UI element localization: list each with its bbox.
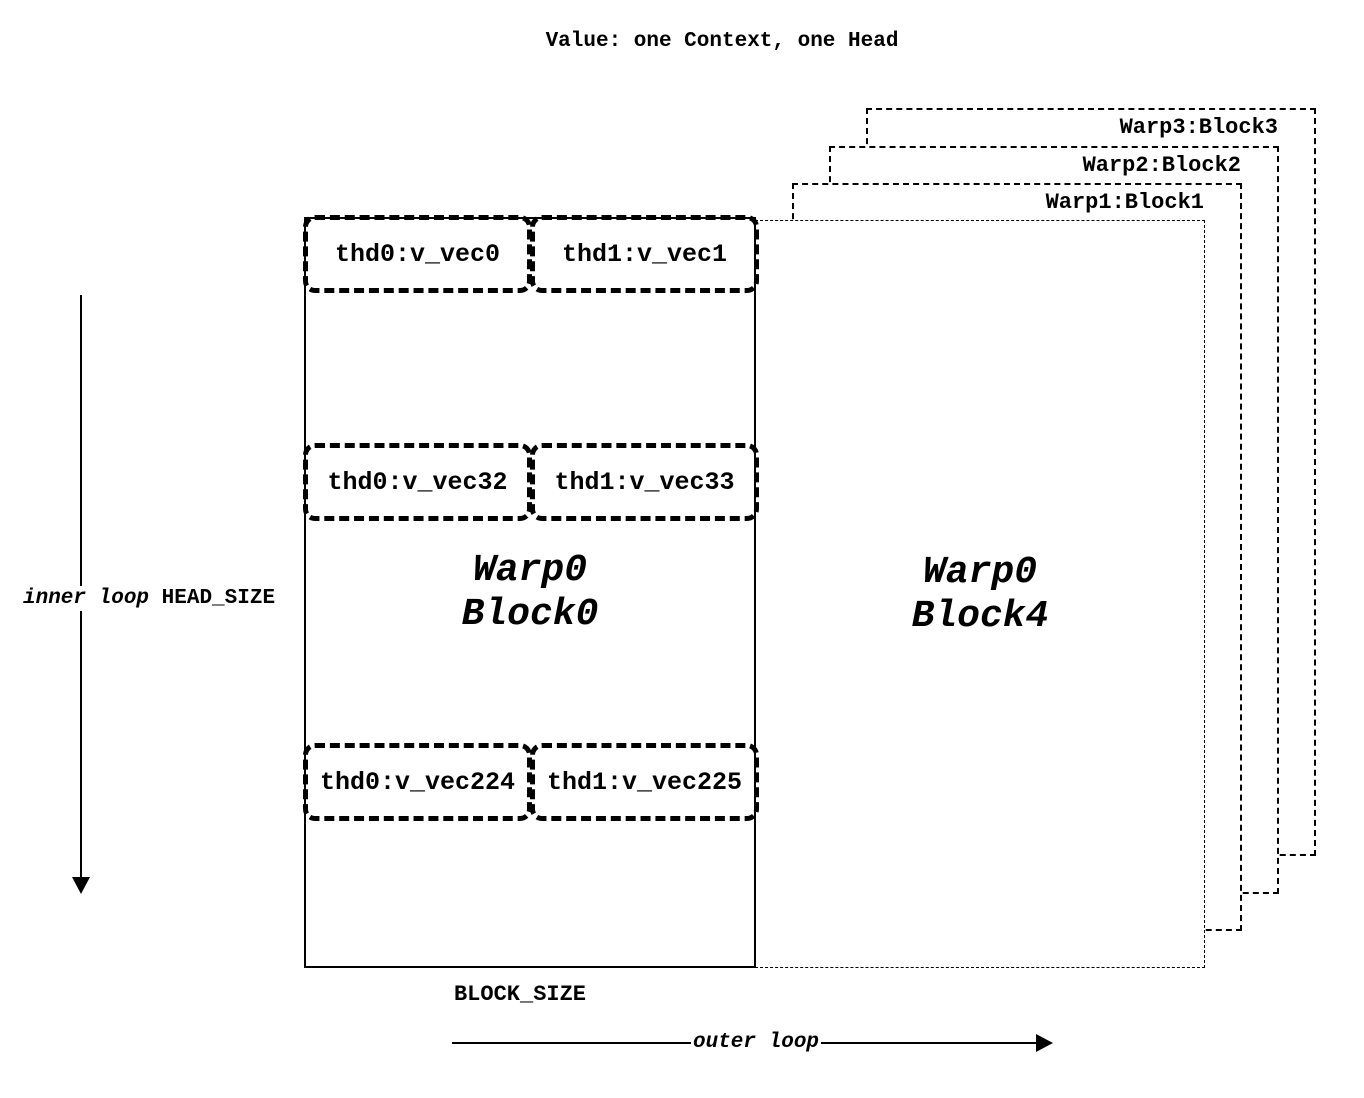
warp0-block4-line2: Block4 (911, 595, 1049, 638)
warp0-block4-label (756, 551, 1204, 639)
warp0-block0-label (306, 549, 754, 637)
thread-vector-box: thd1:v_vec33 (530, 443, 759, 521)
warp0-block4-line1: Warp0 (922, 551, 1038, 594)
thread-vector-box: thd0:v_vec0 (303, 215, 532, 293)
warp1-block1-label: Warp1:Block1 (1045, 190, 1204, 215)
inner-loop-head-size-label (20, 586, 278, 611)
warp0-block4-rect (755, 220, 1205, 968)
thread-vector-box: thd0:v_vec224 (303, 743, 532, 821)
thread-vector-box: thd1:v_vec1 (530, 215, 759, 293)
thread-vector-box: thd0:v_vec32 (303, 443, 532, 521)
vector-row-0 (306, 215, 754, 293)
warp0-block0-line1: Warp0 (472, 549, 588, 592)
thread-vector-box: thd1:v_vec225 (530, 743, 759, 821)
vector-row-1 (306, 443, 754, 521)
warp2-block2-label: Warp2:Block2 (1082, 153, 1241, 178)
head-size-text: HEAD_SIZE (161, 587, 276, 610)
diagram-title: Value: one Context, one Head (545, 30, 899, 53)
vector-row-2 (306, 743, 754, 821)
outer-loop-arrowhead-icon (1036, 1034, 1053, 1052)
inner-loop-text: inner loop (23, 587, 150, 610)
outer-loop-label: outer loop (693, 1031, 820, 1054)
block-size-label: BLOCK_SIZE (453, 982, 587, 1007)
warp3-block3-label: Warp3:Block3 (1119, 115, 1278, 140)
inner-loop-arrowhead-icon (72, 877, 90, 894)
warp0-block0-rect (304, 217, 756, 968)
warp0-block0-line2: Block0 (461, 593, 599, 636)
